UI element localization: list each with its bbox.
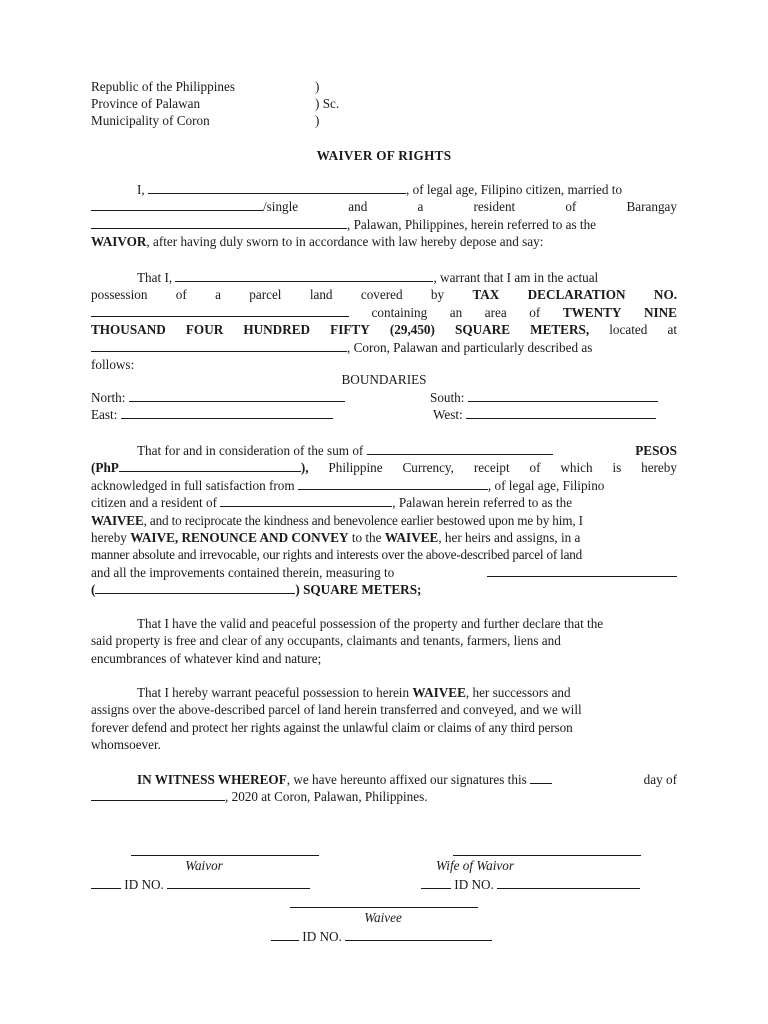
waivee-signature-line bbox=[290, 907, 478, 908]
caption-text: Province of Palawan bbox=[91, 96, 201, 111]
waivee-name-blank bbox=[298, 477, 488, 490]
id-type-blank bbox=[91, 876, 121, 889]
waivor-label: Waivor bbox=[185, 858, 223, 873]
php-amount-blank bbox=[119, 459, 301, 472]
paragraph-intro bbox=[91, 181, 677, 251]
east-blank bbox=[121, 406, 333, 419]
paragraph-possession bbox=[91, 269, 677, 373]
text-line: said property is free and clear of any occupants, claimants and tenants, farmers, liens and bbox=[91, 633, 561, 649]
text-line: encumbrances of whatever kind and nature; bbox=[91, 650, 322, 666]
boundary-west: West: bbox=[433, 406, 656, 423]
text-line: possession of a parcel land covered by TAX DECLARATION NO. bbox=[91, 287, 677, 303]
area-blank bbox=[95, 581, 295, 594]
text-line: I, , of legal age, Filipino citizen, married to bbox=[137, 182, 623, 197]
measure-blank bbox=[487, 564, 677, 577]
waivor-id-row: ID NO. bbox=[91, 876, 310, 893]
text-line: and all the improvements contained therein, measuring to bbox=[91, 564, 677, 581]
text-line: containing an area of TWENTY NINE bbox=[91, 304, 677, 321]
id-number-blank bbox=[497, 876, 640, 889]
caption-line-province bbox=[91, 95, 340, 112]
text-line: assigns over the above-described parcel of land herein transferred and conveyed, and we will bbox=[91, 702, 582, 718]
document-title: WAIVER OF RIGHTS bbox=[316, 148, 452, 163]
waivee-id-row: ID NO. bbox=[271, 928, 492, 945]
text-line: , Palawan, Philippines, herein referred to as the bbox=[91, 216, 677, 233]
caption-text: Municipality of Coron bbox=[91, 113, 210, 128]
text-line: forever defend and protect her rights against the unlawful claim or claims of any third person bbox=[91, 719, 573, 735]
text-line: WAIVOR, after having duly sworn to in accordance with law hereby depose and say: bbox=[91, 234, 544, 250]
boundaries-heading: BOUNDARIES bbox=[341, 372, 427, 387]
text-line: acknowledged in full satisfaction from , of legal age, Filipino bbox=[91, 477, 605, 493]
boundary-north: North: bbox=[91, 389, 345, 406]
wife-id-row: ID NO. bbox=[421, 876, 640, 893]
caption-line-republic bbox=[91, 78, 320, 95]
waivor-signature-line bbox=[131, 855, 319, 856]
paragraph-valid-possession bbox=[91, 615, 677, 667]
id-type-blank bbox=[271, 928, 299, 941]
boundary-south: South: bbox=[430, 389, 658, 406]
text-line: whomsoever. bbox=[91, 737, 161, 753]
text-line: , 2020 at Coron, Palawan, Philippines. bbox=[91, 788, 677, 805]
caption-paren: ) Sc. bbox=[315, 96, 340, 111]
text-line: WAIVEE, and to reciprocate the kindness and benevolence earlier bestowed upon me by him, I bbox=[91, 512, 583, 528]
caption-paren: ) bbox=[315, 79, 320, 94]
sum-blank bbox=[367, 442, 553, 455]
spouse-blank bbox=[91, 198, 263, 211]
text-line: /single and a resident of Barangay bbox=[91, 198, 677, 215]
location-blank bbox=[91, 339, 347, 352]
wife-of-waivor-label: Wife of Waivor bbox=[436, 858, 514, 873]
text-line: That I have the valid and peaceful possession of the property and further declare that the bbox=[137, 616, 604, 631]
text-line: follows: bbox=[91, 356, 135, 372]
paragraph-consideration bbox=[91, 442, 677, 599]
text-line: That I, , warrant that I am in the actual bbox=[137, 270, 599, 285]
barangay-blank bbox=[91, 216, 347, 229]
name-blank bbox=[148, 181, 406, 194]
text-line: citizen and a resident of , Palawan herein referred to as the bbox=[91, 495, 573, 511]
paragraph-witness bbox=[91, 771, 677, 806]
text-line: manner absolute and irrevocable, our rights and interests over the above-described parcel of land bbox=[91, 547, 583, 563]
waivee-residence-blank bbox=[220, 494, 392, 507]
id-number-blank bbox=[345, 928, 492, 941]
id-type-blank bbox=[421, 876, 451, 889]
text-line: ( ) SQUARE METERS; bbox=[91, 582, 422, 598]
waivee-label: Waivee bbox=[364, 910, 402, 925]
north-blank bbox=[129, 389, 345, 402]
paragraph-warranty bbox=[91, 684, 677, 754]
text-line: That I hereby warrant peaceful possession to herein WAIVEE, her successors and bbox=[137, 685, 571, 700]
text-line: That for and in consideration of the sum of PESOS bbox=[137, 443, 677, 458]
day-blank bbox=[530, 771, 552, 784]
tax-declaration-blank bbox=[91, 304, 349, 317]
text-line: THOUSAND FOUR HUNDRED FIFTY (29,450) SQUARE METERS, located at bbox=[91, 322, 677, 338]
text-line: (PhP ), Philippine Currency, receipt of which is hereby bbox=[91, 460, 677, 476]
west-blank bbox=[466, 406, 656, 419]
id-number-blank bbox=[167, 876, 310, 889]
caption-line-municipality bbox=[91, 112, 320, 129]
wife-signature-line bbox=[453, 855, 641, 856]
caption-text: Republic of the Philippines bbox=[91, 79, 235, 94]
boundary-east: East: bbox=[91, 406, 333, 423]
text-line: IN WITNESS WHEREOF, we have hereunto affixed our signatures this day of bbox=[137, 772, 677, 787]
month-blank bbox=[91, 788, 225, 801]
name-blank bbox=[175, 269, 433, 282]
caption-paren: ) bbox=[315, 113, 320, 128]
south-blank bbox=[468, 389, 658, 402]
text-line: hereby WAIVE, RENOUNCE AND CONVEY to the WAIVEE, her heirs and assigns, in a bbox=[91, 529, 581, 545]
text-line: , Coron, Palawan and particularly described as bbox=[91, 339, 677, 356]
